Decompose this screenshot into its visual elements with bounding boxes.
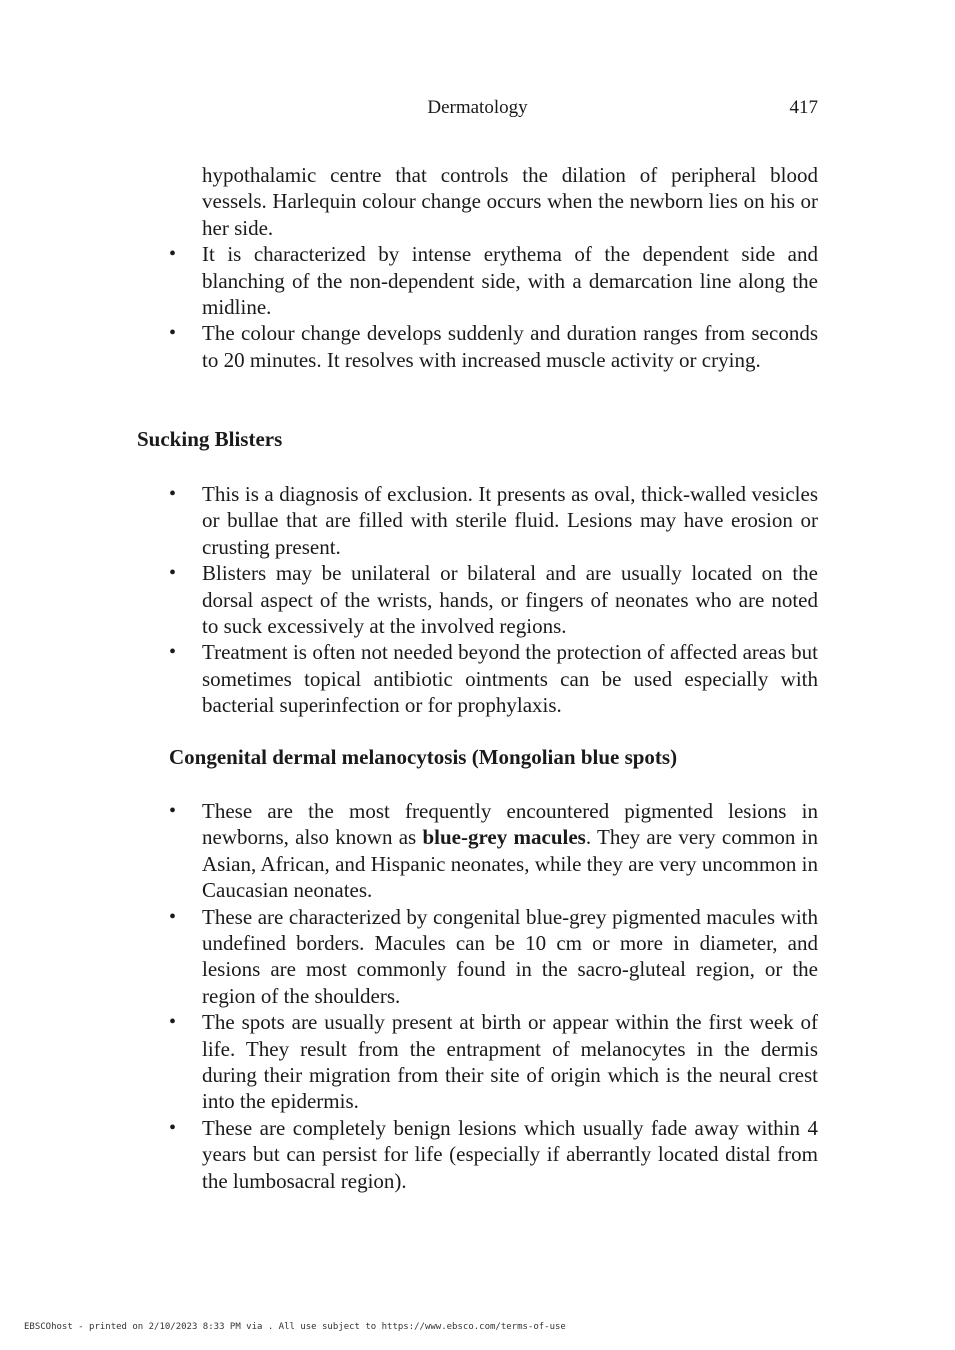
list-item xyxy=(202,798,818,904)
list-item-text: . They are very common in Asian, African, and Hispanic neonates, while they are very uncommon in Caucasian neonates. xyxy=(202,825,819,903)
page-number: 417 xyxy=(789,97,818,118)
list-item: • This is a diagnosis of exclusion. It presents as oval, thick-walled vesicles or bullae that are filled with sterile fluid. Lesions may have erosion or crusting present. xyxy=(202,481,818,560)
intro-section xyxy=(202,162,818,373)
print-footer: EBSCOhost - printed on 2/10/2023 8:33 PM via . All use subject to https://www.ebsco.com/terms-of-use xyxy=(24,1322,566,1332)
section-heading-mongolian-spots: Congenital dermal melanocytosis (Mongolian blue spots) xyxy=(169,745,678,769)
bold-term: blue-grey macules xyxy=(422,825,586,850)
section-heading-sucking-blisters: Sucking Blisters xyxy=(137,427,283,451)
list-item: • The spots are usually present at birth or appear within the first week of life. They result from the entrapment of melanocytes in the dermis during their migration from their site of origin which is the neural crest into the epidermis. xyxy=(202,1009,818,1115)
list-item: • Blisters may be unilateral or bilateral and are usually located on the dorsal aspect of the wrists, hands, or fingers of neonates who are noted to suck excessively at the involved regions. xyxy=(202,560,818,639)
list-item: • It is characterized by intense erythema of the dependent side and blanching of the non-dependent side, with a demarcation line along the midline. xyxy=(202,241,818,320)
list-item-text: These are the most frequently encountered pigmented lesions in newborns, also known as xyxy=(202,799,818,850)
sucking-blisters-section xyxy=(202,481,818,719)
list-item: • These are completely benign lesions which usually fade away within 4 years but can persist for life (especially if aberrantly located distal from the lumbosacral region). xyxy=(202,1115,818,1194)
list-item: • Treatment is often not needed beyond the protection of affected areas but sometimes topical antibiotic ointments can be used especially with bacterial superinfection or for prophylaxis. xyxy=(202,639,818,718)
sucking-blisters-bullet-list xyxy=(202,481,818,719)
continuation-paragraph: hypothalamic centre that controls the dilation of peripheral blood vessels. Harlequin colour change occurs when the newborn lies on his or her side. xyxy=(202,163,818,240)
running-header xyxy=(0,97,955,123)
running-header-title: Dermatology xyxy=(427,97,528,118)
mongolian-bullet-list xyxy=(202,798,818,1194)
list-item: • The colour change develops suddenly and duration ranges from seconds to 20 minutes. It resolves with increased muscle activity or crying. xyxy=(202,320,818,373)
list-item: • These are characterized by congenital blue-grey pigmented macules with undefined borders. Macules can be 10 cm or more in diameter, and lesions are most commonly found in the sacro-gluteal region, or the region of the shoulders. xyxy=(202,904,818,1010)
mongolian-spots-section xyxy=(202,798,818,1194)
intro-bullet-list xyxy=(202,241,818,373)
